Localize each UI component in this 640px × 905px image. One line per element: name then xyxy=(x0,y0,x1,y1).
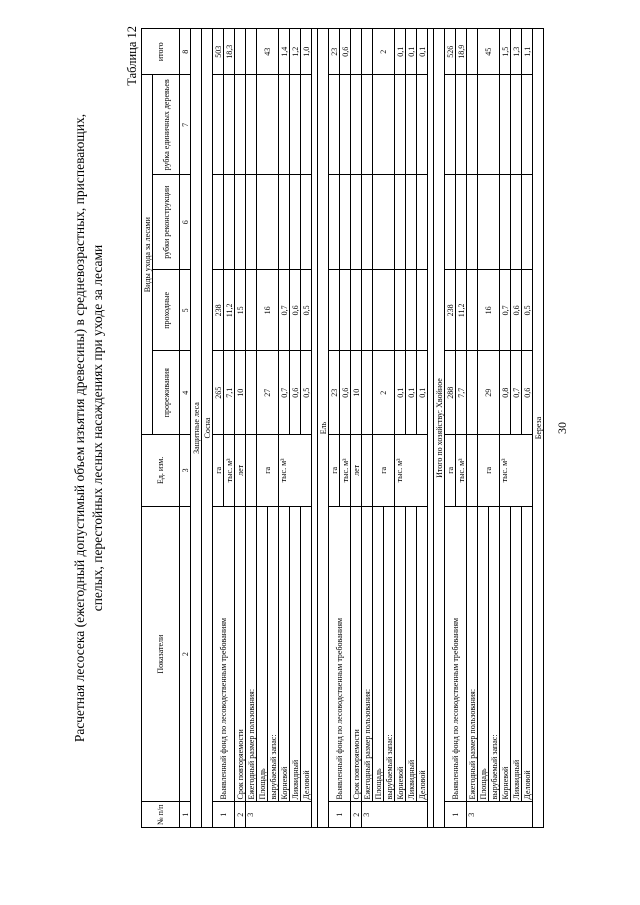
cell-value: 7,7 xyxy=(456,351,467,434)
section-coniferous-total: Итого по хозяйству: Хвойное xyxy=(434,29,445,828)
cell-empty xyxy=(362,434,373,506)
cell-value: 238 xyxy=(445,270,456,351)
section-spruce: Ель xyxy=(318,29,329,828)
section-protective: Защитные леса xyxy=(191,29,202,828)
cell-empty xyxy=(362,175,373,270)
header-thinning: прореживания xyxy=(153,351,180,434)
cell-empty xyxy=(467,351,478,434)
cell-empty xyxy=(246,175,257,270)
table-row xyxy=(417,29,428,828)
cell-unit: тыс. м³ xyxy=(395,434,428,506)
document-title-line1: Расчетная лесосека (ежегодный допустимый объем изъятия древесины) в средневозрастных, приспевающих, xyxy=(72,113,87,743)
cell-value: 10 xyxy=(351,351,362,434)
row-number: 2 xyxy=(235,802,246,828)
row-label: Ликвидный xyxy=(511,506,522,802)
cell-empty xyxy=(395,270,406,351)
cell-empty xyxy=(290,75,301,175)
document-title-line2: спелых, перестойных лесных насаждениях при уходе за лесами xyxy=(90,244,105,612)
cell-empty xyxy=(351,175,362,270)
cell-value: 29 xyxy=(478,351,500,434)
cell-value: 7,1 xyxy=(224,351,235,434)
colnum: 7 xyxy=(180,75,191,175)
cell-empty xyxy=(456,175,467,270)
cell-value: 0,6 xyxy=(522,351,533,434)
cell-empty xyxy=(478,175,500,270)
cell-empty xyxy=(467,75,478,175)
table-row xyxy=(235,29,246,828)
cell-empty xyxy=(511,75,522,175)
cell-empty xyxy=(301,75,312,175)
row-label: Площадь xyxy=(478,506,489,802)
cell-empty xyxy=(257,175,279,270)
cell-empty xyxy=(224,75,235,175)
cell-empty xyxy=(467,270,478,351)
cell-empty xyxy=(351,270,362,351)
row-number: 3 xyxy=(362,802,428,828)
cell-empty xyxy=(213,175,224,270)
section-row xyxy=(533,29,544,828)
cell-empty xyxy=(500,75,511,175)
cell-value: 27 xyxy=(257,351,279,434)
cell-empty xyxy=(235,75,246,175)
section-row xyxy=(191,29,202,828)
table-row xyxy=(522,29,533,828)
cell-unit: тыс. м³ xyxy=(224,434,235,506)
page-number: 30 xyxy=(555,422,569,434)
section-row xyxy=(318,29,329,828)
cell-unit: га xyxy=(478,434,500,506)
row-number: 1 xyxy=(445,802,467,828)
cell-value: 0,5 xyxy=(301,270,312,351)
table-row xyxy=(329,29,340,828)
row-label: вырубаемый запас: xyxy=(384,506,395,802)
cell-empty xyxy=(500,175,511,270)
cell-empty xyxy=(362,75,373,175)
cell-unit: га xyxy=(329,434,340,506)
row-label: Срок повторяемости xyxy=(351,506,362,802)
cell-unit: тыс. м³ xyxy=(500,434,533,506)
cell-empty xyxy=(329,270,340,351)
cell-empty xyxy=(406,270,417,351)
cell-value: 23 xyxy=(329,351,340,434)
header-passing: проходные xyxy=(153,270,180,351)
cell-unit: тыс. м³ xyxy=(340,434,351,506)
cell-empty xyxy=(406,175,417,270)
cell-value: 288 xyxy=(445,351,456,434)
cell-empty xyxy=(340,75,351,175)
colnum: 4 xyxy=(180,351,191,434)
table-row xyxy=(301,29,312,828)
header-no: № п/п xyxy=(142,802,180,828)
row-label: вырубаемый запас: xyxy=(268,506,279,802)
table-row xyxy=(467,29,478,828)
cell-total: 1,1 xyxy=(522,29,533,75)
row-label: Ликвидный xyxy=(406,506,417,802)
cell-unit: лет xyxy=(351,434,362,506)
section-row xyxy=(202,29,213,828)
cell-unit: га xyxy=(373,434,395,506)
cell-value: 265 xyxy=(213,351,224,434)
colnum: 1 xyxy=(180,802,191,828)
cell-total: 1,3 xyxy=(511,29,522,75)
cell-empty xyxy=(373,75,395,175)
cell-value: 0,8 xyxy=(500,351,511,434)
cell-value: 0,5 xyxy=(522,270,533,351)
cell-value: 0,7 xyxy=(279,270,290,351)
cell-empty xyxy=(522,175,533,270)
cell-value: 0,5 xyxy=(301,351,312,434)
cell-empty xyxy=(351,75,362,175)
header-indicators: Показатели xyxy=(142,506,180,802)
cell-empty xyxy=(417,75,428,175)
cell-empty xyxy=(246,75,257,175)
cell-empty xyxy=(522,75,533,175)
cell-value: 10 xyxy=(235,351,246,434)
colnum: 3 xyxy=(180,434,191,506)
cell-empty xyxy=(417,270,428,351)
row-label: Площадь xyxy=(257,506,268,802)
cell-empty xyxy=(373,175,395,270)
cell-unit: га xyxy=(445,434,456,506)
row-label: Ликвидный xyxy=(290,506,301,802)
cell-empty xyxy=(329,175,340,270)
felling-table xyxy=(141,28,544,828)
cell-empty xyxy=(235,29,246,75)
section-row xyxy=(434,29,445,828)
row-number: 1 xyxy=(213,802,235,828)
row-label: Деловой xyxy=(522,506,533,802)
cell-empty xyxy=(340,175,351,270)
table-number: Таблица 12 xyxy=(125,26,139,86)
row-number: 3 xyxy=(467,802,533,828)
section-birch: Береза xyxy=(533,29,544,828)
cell-empty xyxy=(279,75,290,175)
cell-value: 0,6 xyxy=(290,270,301,351)
cell-empty xyxy=(362,29,373,75)
colnum: 2 xyxy=(180,506,191,802)
header-unit: Ед. изм. xyxy=(142,434,180,506)
cell-empty xyxy=(467,434,478,506)
table-row xyxy=(213,29,224,828)
cell-empty xyxy=(511,175,522,270)
cell-empty xyxy=(246,270,257,351)
header-row-1 xyxy=(142,29,153,828)
cell-total: 0,6 xyxy=(340,29,351,75)
row-label: Выявленный фонд по лесоводственным требованиям xyxy=(445,506,467,802)
row-label: Выявленный фонд по лесоводственным требованиям xyxy=(213,506,235,802)
row-label: Срок повторяемости xyxy=(235,506,246,802)
table-row xyxy=(511,29,522,828)
cell-empty xyxy=(417,175,428,270)
cell-value: 2 xyxy=(373,351,395,434)
cell-empty xyxy=(445,75,456,175)
table-row xyxy=(395,29,406,828)
cell-empty xyxy=(290,175,301,270)
cell-value: 11,2 xyxy=(456,270,467,351)
cell-empty xyxy=(467,175,478,270)
cell-total: 0,1 xyxy=(395,29,406,75)
table-row xyxy=(373,29,384,828)
table-row xyxy=(246,29,257,828)
colnum: 8 xyxy=(180,29,191,75)
cell-empty xyxy=(213,75,224,175)
cell-empty xyxy=(373,270,395,351)
cell-value: 0,1 xyxy=(406,351,417,434)
cell-unit: лет xyxy=(235,434,246,506)
table-row xyxy=(257,29,268,828)
colnum: 5 xyxy=(180,270,191,351)
cell-value: 0,7 xyxy=(279,351,290,434)
table-row xyxy=(279,29,290,828)
cell-value: 11,2 xyxy=(224,270,235,351)
cell-total: 45 xyxy=(478,29,500,75)
row-label: Деловой xyxy=(417,506,428,802)
header-total: итого xyxy=(142,29,180,75)
cell-value: 238 xyxy=(213,270,224,351)
cell-empty xyxy=(246,29,257,75)
cell-total: 503 xyxy=(213,29,224,75)
cell-empty xyxy=(340,270,351,351)
cell-unit: тыс. м³ xyxy=(456,434,467,506)
cell-empty xyxy=(257,75,279,175)
section-pine: Сосна xyxy=(202,29,213,828)
row-label: Ежегодный размер пользования: xyxy=(246,506,257,802)
cell-value: 0,1 xyxy=(395,351,406,434)
cell-empty xyxy=(224,175,235,270)
cell-value: 16 xyxy=(257,270,279,351)
cell-total: 1,5 xyxy=(500,29,511,75)
cell-value: 0,1 xyxy=(417,351,428,434)
cell-total: 1,0 xyxy=(301,29,312,75)
cell-unit: га xyxy=(257,434,279,506)
row-label: вырубаемый запас: xyxy=(489,506,500,802)
cell-total: 23 xyxy=(329,29,340,75)
cell-value: 0,6 xyxy=(511,270,522,351)
cell-total: 0,1 xyxy=(417,29,428,75)
row-label: Ежегодный размер пользования: xyxy=(362,506,373,802)
cell-empty xyxy=(445,175,456,270)
table-row xyxy=(406,29,417,828)
table-row xyxy=(445,29,456,828)
cell-empty xyxy=(395,175,406,270)
row-label: Деловой xyxy=(301,506,312,802)
table-row xyxy=(351,29,362,828)
cell-value: 15 xyxy=(235,270,246,351)
cell-value: 0,7 xyxy=(511,351,522,434)
row-label: Площадь xyxy=(373,506,384,802)
cell-unit: га xyxy=(213,434,224,506)
cell-value: 16 xyxy=(478,270,500,351)
cell-empty xyxy=(246,434,257,506)
header-care-types: Виды ухода за лесами xyxy=(142,75,153,434)
cell-empty xyxy=(395,75,406,175)
row-label: Выявленный фонд по лесоводственным требованиям xyxy=(329,506,351,802)
column-number-row xyxy=(180,29,191,828)
header-single-trees: рубка единичных деревьев xyxy=(153,75,180,175)
cell-empty xyxy=(478,75,500,175)
cell-total: 43 xyxy=(257,29,279,75)
cell-empty xyxy=(235,175,246,270)
table-row xyxy=(362,29,373,828)
cell-empty xyxy=(467,29,478,75)
cell-unit: тыс. м³ xyxy=(279,434,312,506)
cell-total: 1,2 xyxy=(290,29,301,75)
table-row xyxy=(500,29,511,828)
row-number: 3 xyxy=(246,802,312,828)
cell-empty xyxy=(329,75,340,175)
cell-total: 526 xyxy=(445,29,456,75)
cell-empty xyxy=(406,75,417,175)
row-label: Корневой xyxy=(500,506,511,802)
cell-empty xyxy=(362,351,373,434)
row-label: Ежегодный размер пользования: xyxy=(467,506,478,802)
cell-empty xyxy=(279,175,290,270)
header-reconstruction: рубки реконструкции xyxy=(153,175,180,270)
table-row xyxy=(478,29,489,828)
cell-total: 18,3 xyxy=(224,29,235,75)
cell-value: 0,7 xyxy=(500,270,511,351)
cell-empty xyxy=(362,270,373,351)
rotated-page xyxy=(25,18,605,838)
cell-empty xyxy=(301,175,312,270)
row-number: 1 xyxy=(329,802,351,828)
cell-empty xyxy=(456,75,467,175)
cell-total: 18,9 xyxy=(456,29,467,75)
cell-total: 0,1 xyxy=(406,29,417,75)
cell-empty xyxy=(351,29,362,75)
row-label: Корневой xyxy=(279,506,290,802)
cell-empty xyxy=(246,351,257,434)
cell-total: 2 xyxy=(373,29,395,75)
table-row xyxy=(290,29,301,828)
cell-total: 1,4 xyxy=(279,29,290,75)
cell-value: 0,6 xyxy=(290,351,301,434)
row-number: 2 xyxy=(351,802,362,828)
row-label: Корневой xyxy=(395,506,406,802)
cell-value: 0,6 xyxy=(340,351,351,434)
colnum: 6 xyxy=(180,175,191,270)
